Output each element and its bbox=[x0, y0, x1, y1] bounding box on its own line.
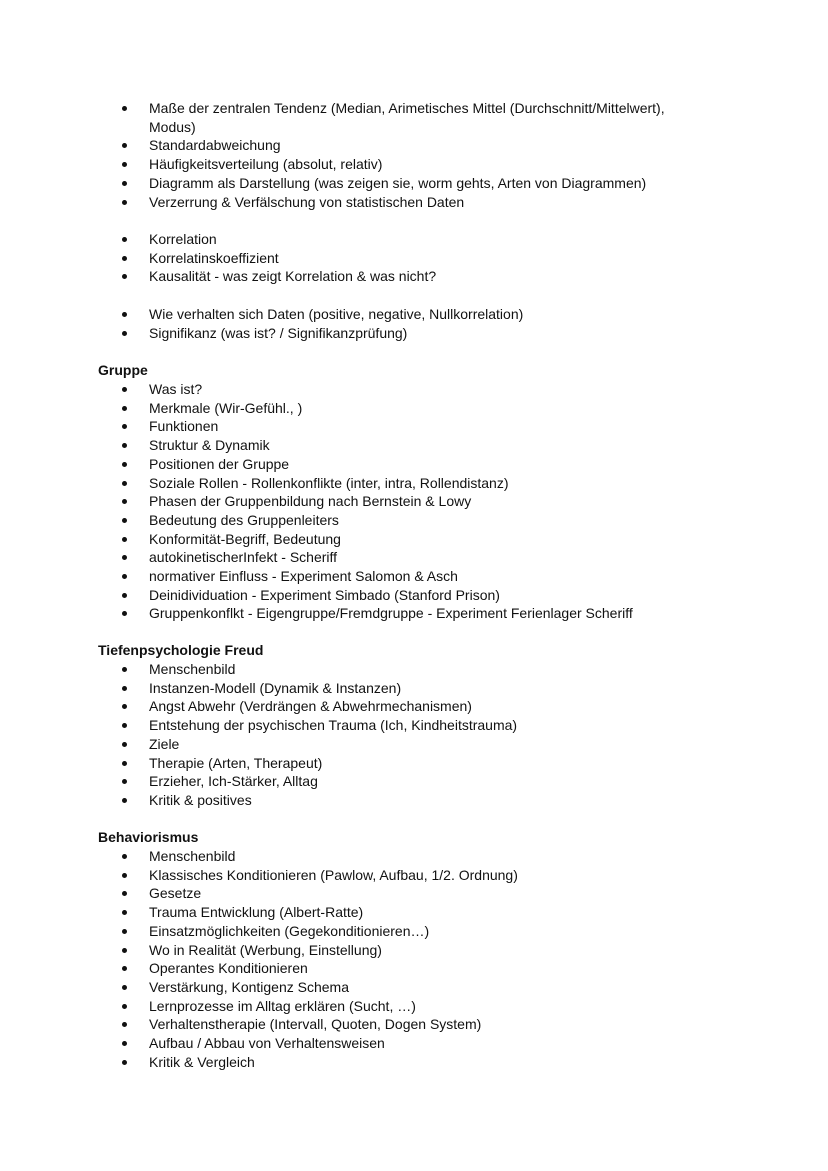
list-item: Konformität-Begriff, Bedeutung bbox=[0, 530, 828, 549]
list-item: Phasen der Gruppenbildung nach Bernstein & Lowy bbox=[0, 492, 828, 511]
list-item: Häufigkeitsverteilung (absolut, relativ) bbox=[0, 155, 828, 174]
list-item: Lernprozesse im Alltag erklären (Sucht, …) bbox=[0, 997, 828, 1016]
list-item: Maße der zentralen Tendenz (Median, Arimetisches Mittel (Durchschnitt/Mittelwert), Modus) bbox=[0, 99, 828, 136]
list-item: Kritik & Vergleich bbox=[0, 1053, 828, 1072]
behaviorismus-list bbox=[0, 847, 828, 1071]
list-item: Klassisches Konditionieren (Pawlow, Aufbau, 1/2. Ordnung) bbox=[0, 866, 828, 885]
list-item: Trauma Entwicklung (Albert-Ratte) bbox=[0, 903, 828, 922]
list-item: Instanzen-Modell (Dynamik & Instanzen) bbox=[0, 679, 828, 698]
list-item: Verzerrung & Verfälschung von statistischen Daten bbox=[0, 193, 828, 212]
list-item: Korrelatinskoeffizient bbox=[0, 249, 828, 268]
list-item: Merkmale (Wir-Gefühl., ) bbox=[0, 399, 828, 418]
intro-list-1 bbox=[0, 99, 828, 211]
list-item: Was ist? bbox=[0, 380, 828, 399]
list-item: Erzieher, Ich-Stärker, Alltag bbox=[0, 772, 828, 791]
list-item: Funktionen bbox=[0, 417, 828, 436]
list-item: Deinidividuation - Experiment Simbado (Stanford Prison) bbox=[0, 586, 828, 605]
list-item: Wie verhalten sich Daten (positive, negative, Nullkorrelation) bbox=[0, 305, 828, 324]
list-item: Verhaltenstherapie (Intervall, Quoten, Dogen System) bbox=[0, 1015, 828, 1034]
list-item: Kritik & positives bbox=[0, 791, 828, 810]
list-item: Gruppenkonflkt - Eigengruppe/Fremdgruppe - Experiment Ferienlager Scheriff bbox=[0, 604, 828, 623]
list-item: Wo in Realität (Werbung, Einstellung) bbox=[0, 941, 828, 960]
list-item: Soziale Rollen - Rollenkonflikte (inter, intra, Rollendistanz) bbox=[0, 474, 828, 493]
list-item: Positionen der Gruppe bbox=[0, 455, 828, 474]
list-item: Operantes Konditionieren bbox=[0, 959, 828, 978]
list-item: Einsatzmöglichkeiten (Gegekonditionieren…) bbox=[0, 922, 828, 941]
list-item: Kausalität - was zeigt Korrelation & was nicht? bbox=[0, 267, 828, 286]
list-item: Verstärkung, Kontigenz Schema bbox=[0, 978, 828, 997]
list-item: Menschenbild bbox=[0, 660, 828, 679]
list-item: Standardabweichung bbox=[0, 136, 828, 155]
list-item: Angst Abwehr (Verdrängen & Abwehrmechanismen) bbox=[0, 697, 828, 716]
list-item: normativer Einfluss - Experiment Salomon & Asch bbox=[0, 567, 828, 586]
intro-list-3 bbox=[0, 305, 828, 342]
list-item: Diagramm als Darstellung (was zeigen sie, worm gehts, Arten von Diagrammen) bbox=[0, 174, 828, 193]
gruppe-list bbox=[0, 380, 828, 623]
section-heading-behaviorismus: Behaviorismus bbox=[98, 829, 199, 845]
list-item: Ziele bbox=[0, 735, 828, 754]
section-heading-freud: Tiefenpsychologie Freud bbox=[98, 642, 264, 658]
list-item: Gesetze bbox=[0, 884, 828, 903]
list-item: Menschenbild bbox=[0, 847, 828, 866]
list-item: autokinetischerInfekt - Scheriff bbox=[0, 548, 828, 567]
freud-list bbox=[0, 660, 828, 810]
intro-list-2 bbox=[0, 230, 828, 286]
list-item: Therapie (Arten, Therapeut) bbox=[0, 754, 828, 773]
list-item: Entstehung der psychischen Trauma (Ich, Kindheitstrauma) bbox=[0, 716, 828, 735]
list-item: Aufbau / Abbau von Verhaltensweisen bbox=[0, 1034, 828, 1053]
list-item: Struktur & Dynamik bbox=[0, 436, 828, 455]
list-item: Korrelation bbox=[0, 230, 828, 249]
list-item: Bedeutung des Gruppenleiters bbox=[0, 511, 828, 530]
list-item: Signifikanz (was ist? / Signifikanzprüfung) bbox=[0, 324, 828, 343]
section-heading-gruppe: Gruppe bbox=[98, 362, 148, 378]
